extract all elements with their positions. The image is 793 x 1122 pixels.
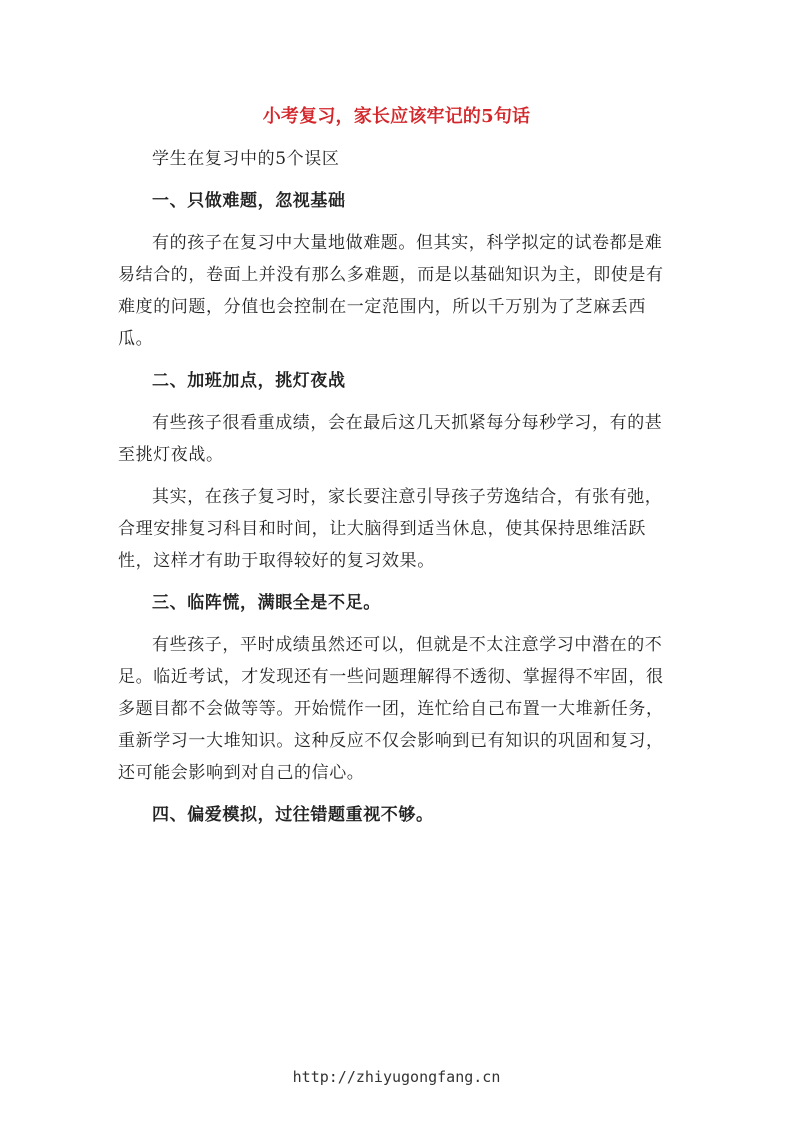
document-subtitle: 学生在复习中的5个误区 bbox=[152, 149, 340, 169]
section-1-paragraph-1: 有的孩子在复习中大量地做难题。但其实，科学拟定的试卷都是难易结合的，卷面上并没有那么多难题，而是以基础知识为主，即使是有难度的问题，分值也会控制在一定范围内，所以千万别为了芝麻丢西瓜。 bbox=[118, 233, 664, 349]
section-heading-4: 四、偏爱模拟，过往错题重视不够。 bbox=[152, 805, 434, 825]
section-2-paragraph-1: 有些孩子很看重成绩，会在最后这几天抓紧每分每秒学习，有的甚至挑灯夜战。 bbox=[118, 413, 663, 465]
section-heading-3: 三、临阵慌，满眼全是不足。 bbox=[152, 593, 381, 613]
section-heading-1: 一、只做难题，忽视基础 bbox=[152, 191, 346, 211]
section-3-paragraph-1: 有些孩子，平时成绩虽然还可以，但就是不太注意学习中潜在的不足。临近考试，才发现还有一些问题理解得不透彻、掌握得不牢固，很多题目都不会做等等。开始慌作一团，连忙给自己布置一大堆新任务，重新学习一大堆知识。这种反应不仅会影响到已有知识的巩固和复习，还可能会影响到对自己的信心。 bbox=[118, 635, 664, 783]
footer-url: http://zhiyugongfang.cn bbox=[292, 1068, 501, 1086]
document-title: 小考复习，家长应该牢记的5句话 bbox=[262, 106, 531, 127]
section-heading-2: 二、加班加点，挑灯夜战 bbox=[152, 371, 346, 391]
section-2-paragraph-2: 其实，在孩子复习时，家长要注意引导孩子劳逸结合，有张有弛，合理安排复习科目和时间，让大脑得到适当休息，使其保持思维活跃性，这样才有助于取得较好的复习效果。 bbox=[118, 487, 663, 571]
document-body bbox=[118, 143, 676, 841]
